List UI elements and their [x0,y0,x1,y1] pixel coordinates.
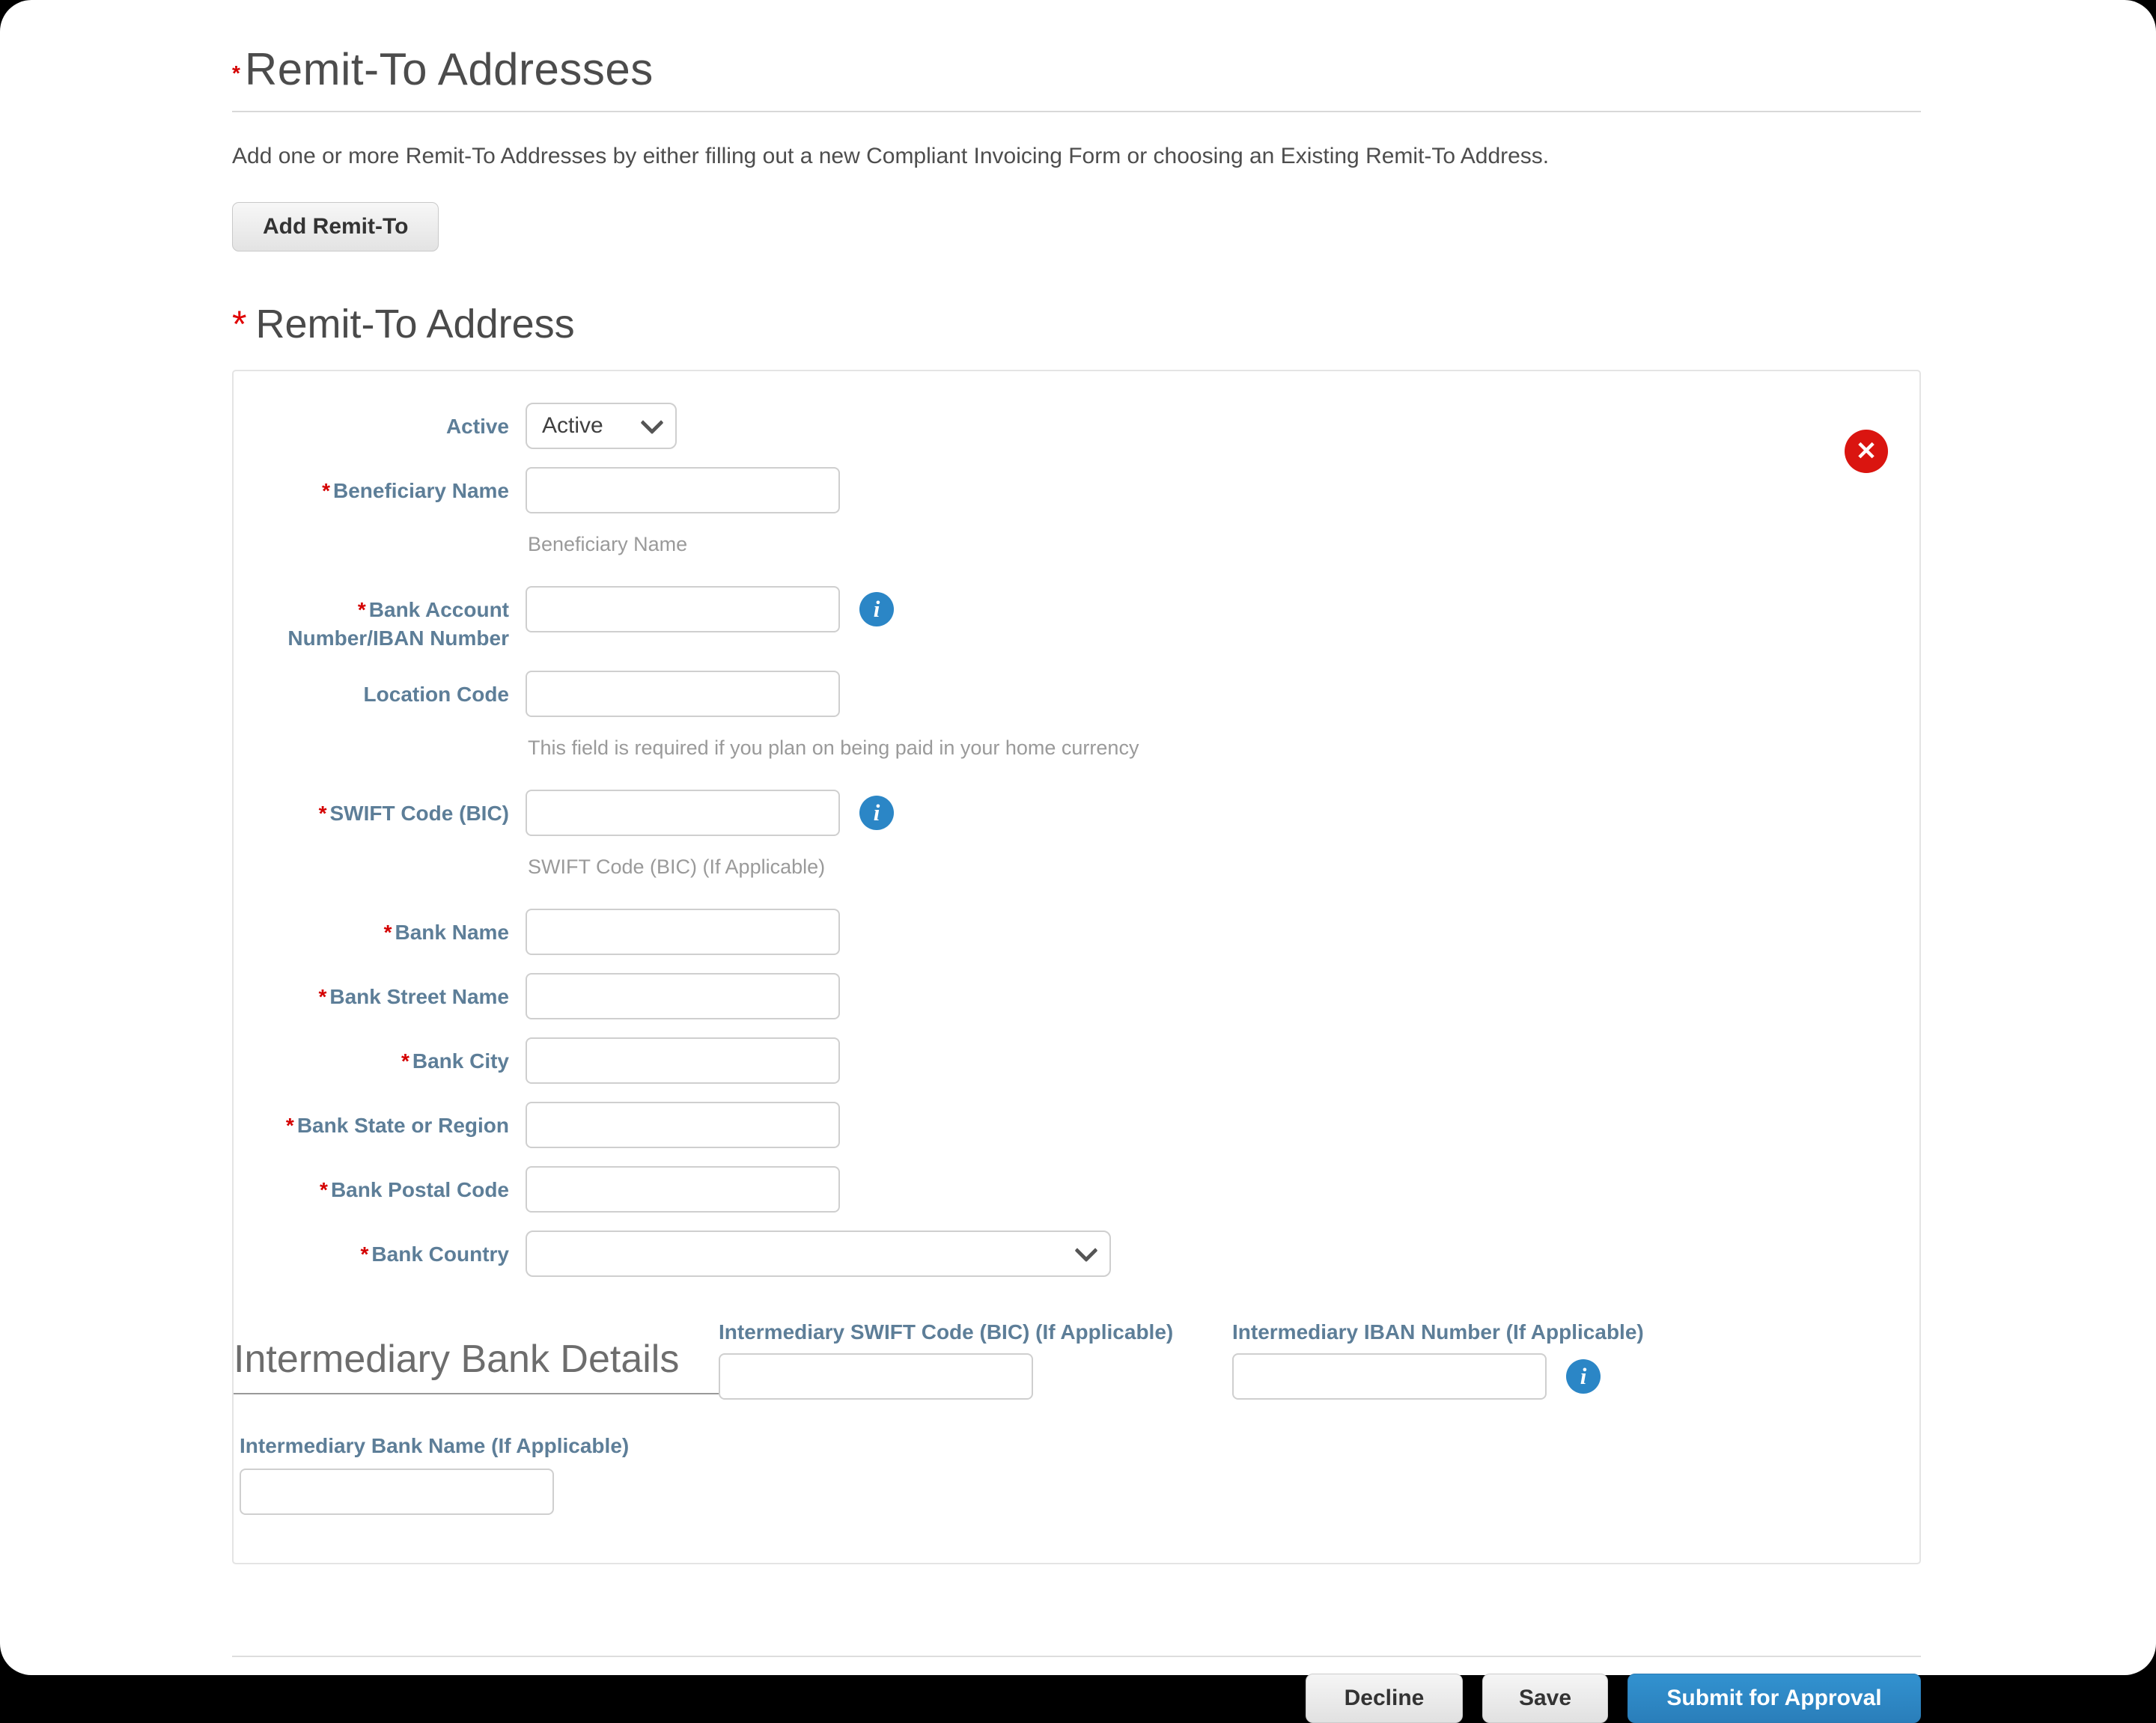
form-row-bank-country [234,1231,1889,1277]
footer-divider [232,1656,1921,1657]
intermediary-iban-input[interactable] [1232,1353,1547,1400]
remit-to-address-panel [232,370,1921,1564]
intermediary-bank-name-group [240,1434,1889,1515]
decline-button[interactable]: Decline [1306,1674,1463,1723]
form-row-bank-state [234,1102,1889,1148]
required-asterisk: * [360,1242,369,1266]
intermediary-heading: Intermediary Bank Details [234,1338,719,1394]
chevron-down-icon [640,411,663,434]
form-row-bank-city [234,1037,1889,1084]
chevron-down-icon [1074,1239,1097,1262]
section-title-row [232,301,1921,347]
required-asterisk: * [232,303,247,345]
required-asterisk: * [318,984,327,1008]
required-asterisk: * [320,1177,328,1201]
active-select[interactable] [526,403,677,449]
bank-account-label: * Bank Account Number/IBAN Number [287,598,509,650]
close-icon[interactable] [1845,430,1888,473]
intermediary-swift-label: Intermediary SWIFT Code (BIC) (If Applicable) [719,1320,1174,1344]
bank-postal-label: * Bank Postal Code [320,1177,509,1201]
close-glyph: ✕ [1855,437,1878,466]
required-asterisk: * [285,1113,294,1137]
info-icon[interactable]: i [1566,1359,1601,1394]
intermediary-iban-label: Intermediary IBAN Number (If Applicable) [1232,1320,1644,1344]
intermediary-swift-group [719,1320,1232,1400]
form-row-bank-name [234,909,1889,955]
info-icon[interactable]: i [859,592,894,626]
intermediary-iban-group [1232,1320,1746,1400]
bank-state-input[interactable] [526,1102,840,1148]
swift-code-input[interactable] [526,790,840,836]
bank-country-select[interactable] [526,1231,1111,1277]
form-row-bank-account [234,586,1889,653]
info-icon[interactable]: i [859,796,894,830]
required-asterisk: * [401,1049,409,1073]
page-title: Remit-To Addresses [244,44,654,94]
form-row-location-code [234,671,1889,772]
swift-code-label: * SWIFT Code (BIC) [318,801,509,825]
form-row-active [234,403,1889,449]
title-divider [232,111,1921,112]
bank-country-label: * Bank Country [360,1242,509,1266]
required-asterisk: * [322,479,330,502]
location-code-label: Location Code [363,682,509,706]
required-asterisk: * [232,61,240,85]
intermediary-bank-name-label: Intermediary Bank Name (If Applicable) [240,1433,630,1457]
beneficiary-name-input[interactable] [526,467,840,513]
required-asterisk: * [357,598,366,621]
bank-street-input[interactable] [526,973,840,1019]
location-code-helper: This field is required if you plan on being paid in your home currency [528,736,1139,759]
swift-code-helper: SWIFT Code (BIC) (If Applicable) [528,855,826,878]
beneficiary-name-label: * Beneficiary Name [322,479,509,502]
intermediary-bank-name-input[interactable] [240,1469,554,1515]
bank-postal-input[interactable] [526,1166,840,1213]
form-row-bank-postal [234,1166,1889,1213]
bank-city-input[interactable] [526,1037,840,1084]
page-title-row [232,45,1921,94]
bank-account-input[interactable] [526,586,840,632]
required-asterisk: * [383,920,392,944]
required-asterisk: * [318,801,327,825]
form-row-beneficiary-name [234,467,1889,568]
location-code-input[interactable] [526,671,840,717]
add-remit-to-button[interactable]: Add Remit-To [232,202,439,251]
active-label: Active [445,415,509,438]
section-title: Remit-To Address [255,302,575,347]
bank-state-label: * Bank State or Region [285,1113,509,1137]
intermediary-bank-details-section [234,1320,1889,1400]
footer-actions [232,1674,1921,1723]
beneficiary-name-helper: Beneficiary Name [528,533,688,555]
submit-for-approval-button[interactable]: Submit for Approval [1627,1674,1921,1723]
bank-name-label: * Bank Name [383,920,509,944]
save-button[interactable]: Save [1482,1674,1608,1723]
active-select-value: Active [542,413,603,438]
page-description: Add one or more Remit-To Addresses by either filling out a new Compliant Invoicing Form or choosing an Existing Remit-To Address. [232,144,1550,168]
bank-name-input[interactable] [526,909,840,955]
bank-city-label: * Bank City [401,1049,509,1073]
form-row-bank-street [234,973,1889,1019]
form-row-swift-code [234,790,1889,891]
bank-street-label: * Bank Street Name [318,984,509,1008]
intermediary-swift-input[interactable] [719,1353,1033,1400]
